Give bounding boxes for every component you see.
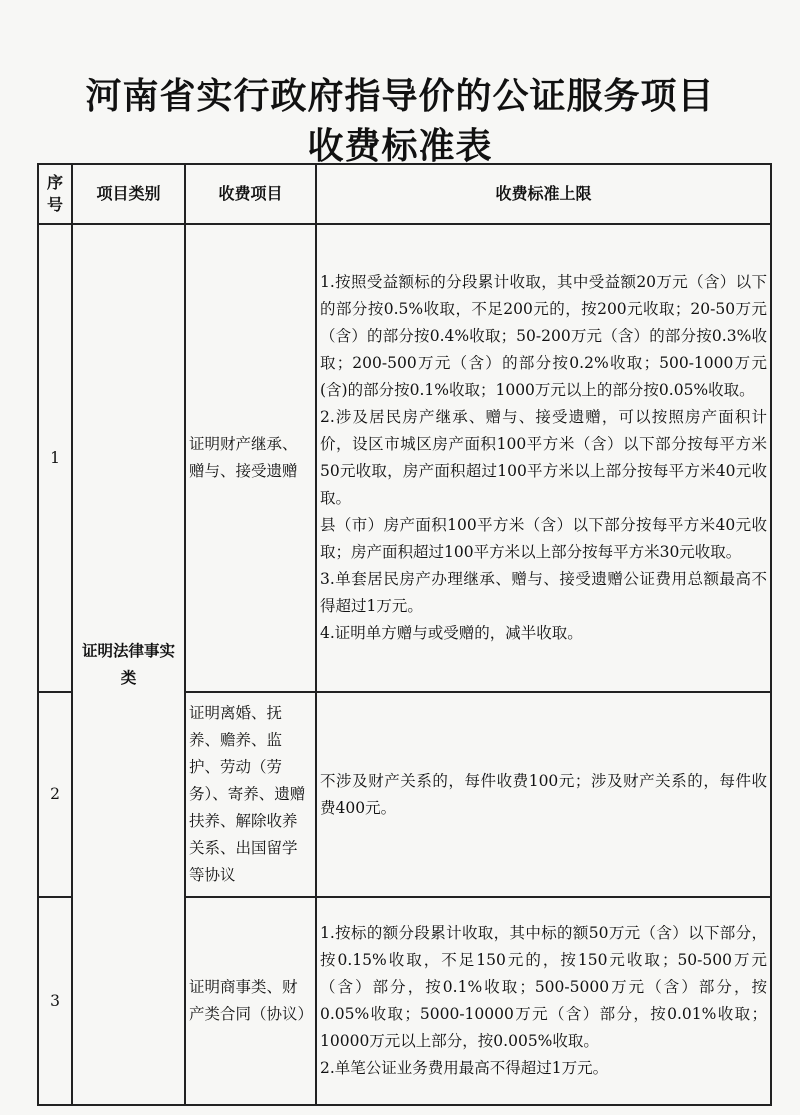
table-row — [38, 224, 771, 692]
row-item: 证明财产继承、赠与、接受遗赠 — [185, 224, 316, 692]
standard-paragraph: 不涉及财产关系的，每件收费100元；涉及财产关系的，每件收费400元。 — [320, 771, 767, 817]
row-no: 1 — [38, 224, 72, 692]
standard-paragraph: 2.涉及居民房产继承、赠与、接受遗赠，可以按照房产面积计价，设区市城区房产面积100平方米（含）以下部分按每平方米50元收取，房产面积超过100平方米以上部分按每平方米40元收取。 — [320, 408, 767, 507]
header-category: 项目类别 — [72, 164, 185, 224]
standard-paragraph: 4.证明单方赠与或受赠的，减半收取。 — [320, 624, 583, 642]
row-item: 证明商事类、财产类合同（协议） — [185, 897, 316, 1105]
standard-paragraph: 1.按照受益额标的分段累计收取，其中受益额20万元（含）以下的部分按0.5%收取，不足200元的，按200元收取；20-50万元（含）的部分按0.4%收取；50-200万元（含）的部分按0.3%收取；200-500万元（含）的部分按0.2%收取；500-1000万元(含)的部分按0.1%收取；1000万元以上的部分按0.05%收取。 — [320, 273, 767, 399]
row-item: 证明离婚、抚养、赡养、监护、劳动（劳务）、寄养、遗赠扶养、解除收养关系、出国留学等协议 — [185, 692, 316, 897]
standard-paragraph: 1.按标的额分段累计收取，其中标的额50万元（含）以下部分，按0.15%收取，不足150元的，按150元收取；50-500万元（含）部分，按0.1%收取；500-5000万元（含）部分，按0.05%收取；5000-10000万元（含）部分，按0.01%收取；10000万元以上部分，按0.005%收取。 — [320, 924, 767, 1050]
header-standard: 收费标准上限 — [316, 164, 771, 224]
document-title-line2: 收费标准表 — [307, 126, 493, 167]
header-item: 收费项目 — [185, 164, 316, 224]
row-standard — [316, 897, 771, 1105]
row-standard — [316, 692, 771, 897]
table-header-row — [38, 164, 771, 224]
category-cell: 证明法律事实类 — [72, 224, 185, 1105]
standard-paragraph: 3.单套居民房产办理继承、赠与、接受遗赠公证费用总额最高不得超过1万元。 — [320, 570, 767, 615]
row-no: 3 — [38, 897, 72, 1105]
row-standard — [316, 224, 771, 692]
row-no: 2 — [38, 692, 72, 897]
document-title-line1: 河南省实行政府指导价的公证服务项目 — [85, 76, 715, 117]
standard-paragraph: 2.单笔公证业务费用最高不得超过1万元。 — [320, 1059, 609, 1077]
header-no: 序号 — [38, 164, 72, 224]
standard-paragraph: 县（市）房产面积100平方米（含）以下部分按每平方米40元收取；房产面积超过100平方米以上部分按每平方米30元收取。 — [320, 516, 767, 561]
fee-standard-table — [37, 163, 772, 1106]
